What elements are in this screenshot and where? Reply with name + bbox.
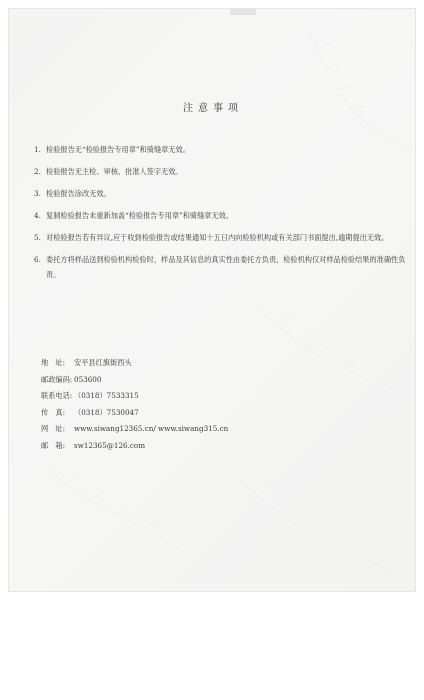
contact-label: 邮政编码:	[41, 374, 73, 384]
contact-info	[41, 355, 401, 454]
note-item	[34, 208, 409, 223]
note-item	[34, 142, 409, 157]
contact-value: 053600	[74, 374, 102, 384]
note-item	[34, 164, 409, 179]
note-text: 检验报告无主检、审核、批准人签字无效。	[46, 167, 183, 176]
note-number: 5.	[34, 233, 41, 242]
fern-watermark	[9, 9, 416, 592]
contact-value: sw12365@126.com	[74, 440, 146, 450]
notes-list	[34, 142, 409, 289]
note-text: 委托方将样品送到检验机构检验时，样品及其信息的真实性由委托方负责，检验机构仅对样品检验结果的准确性负责。	[46, 255, 406, 279]
contact-website	[41, 421, 401, 438]
contact-label: 网 址:	[41, 424, 65, 433]
note-number: 4.	[34, 211, 41, 220]
contact-label: 地 址:	[41, 358, 65, 367]
paper-sheet	[8, 8, 416, 592]
note-number: 2.	[34, 167, 41, 176]
note-text: 复制检验报告未重新加盖“检验报告专用章”和骑缝章无效。	[46, 211, 234, 220]
note-item	[34, 230, 409, 245]
contact-fax	[41, 405, 401, 422]
page-title: 注意事项	[183, 103, 243, 114]
contact-label: 联系电话:	[41, 391, 73, 400]
note-number: 3.	[34, 189, 41, 198]
note-text: 检验报告无“检验报告专用章”和骑缝章无效。	[46, 145, 190, 154]
contact-label: 传 真:	[41, 407, 65, 417]
note-number: 1.	[34, 145, 41, 154]
note-number: 6.	[34, 255, 41, 264]
contact-label: 邮 箱:	[41, 440, 65, 450]
note-item	[34, 252, 409, 282]
contact-postcode	[41, 372, 401, 389]
contact-value: 安平县红旗街西头	[74, 358, 132, 367]
contact-phone	[41, 388, 401, 405]
contact-value: （0318）7533315	[74, 391, 139, 400]
contact-value: （0318）7530047	[74, 407, 139, 417]
note-text: 检验报告涂改无效。	[46, 189, 111, 198]
contact-address	[41, 355, 401, 372]
contact-email	[41, 438, 401, 455]
contact-value: www.siwang12365.cn/ www.siwang315.cn	[74, 424, 229, 433]
note-text: 对检验报告若有异议,应于收到检验报告或结果通知十五日内向检验机构或有关部门书面提出,逾期提出无效。	[46, 233, 389, 242]
note-item	[34, 186, 409, 201]
